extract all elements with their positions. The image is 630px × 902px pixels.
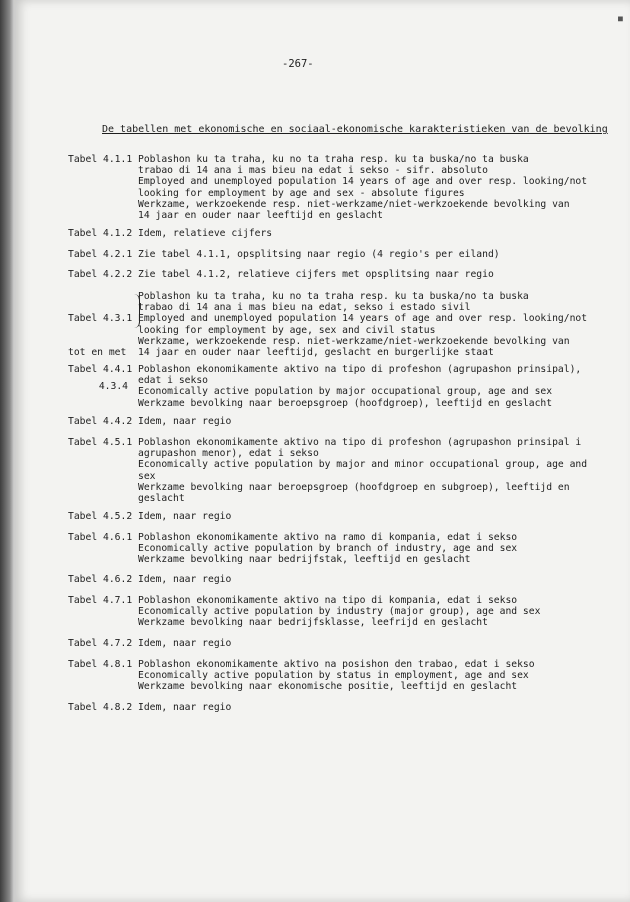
table-code: Tabel 4.2.1 bbox=[68, 249, 133, 260]
corner-mark-icon: ■ bbox=[618, 14, 623, 23]
table-entry bbox=[68, 269, 618, 280]
description-line: Zie tabel 4.1.1, opsplitsing naar regio (4 regio's per eiland) bbox=[138, 249, 500, 260]
description-line: Economically active population by industry (major group), age and sex bbox=[138, 606, 541, 618]
description-line: looking for employment by age and sex - absolute figures bbox=[138, 187, 465, 199]
table-code: Tabel 4.5.1 bbox=[68, 437, 133, 448]
description-line: edat i sekso bbox=[138, 375, 208, 387]
table-code: Tabel 4.2.2 bbox=[68, 269, 133, 280]
description-line: Employed and unemployed population 14 years of age and over resp. looking/not bbox=[138, 313, 588, 325]
table-entry bbox=[68, 638, 618, 649]
table-entry bbox=[68, 437, 618, 504]
table-code: Tabel 4.4.1 bbox=[68, 364, 133, 375]
table-description bbox=[138, 364, 618, 409]
description-line: 14 jaar en ouder naar leeftijd, geslacht en burgerlijke staat bbox=[138, 347, 494, 359]
table-description bbox=[138, 659, 618, 693]
table-entry bbox=[68, 595, 618, 629]
description-line: Economically active population by status in employment, age and sex bbox=[138, 670, 529, 682]
table-description bbox=[138, 437, 618, 504]
table-description bbox=[138, 291, 618, 358]
table-code: Tabel 4.7.1 bbox=[68, 595, 133, 606]
description-line: Idem, naar regio bbox=[138, 416, 232, 427]
description-line: Werkzame bevolking naar ekonomische positie, leeftijd en geslacht bbox=[138, 681, 518, 693]
description-line: Idem, naar regio bbox=[138, 511, 232, 522]
brace-icon bbox=[133, 294, 140, 328]
description-line: Poblashon ekonomikamente aktivo na posishon den trabao, edat i sekso bbox=[138, 659, 535, 670]
description-line: trabao di 14 ana i mas bieu na edat, sekso i estado sivil bbox=[138, 302, 471, 314]
description-line: sex bbox=[138, 470, 156, 482]
description-line: Idem, relatieve cijfers bbox=[138, 228, 273, 239]
description-line: Werkzame bevolking naar bedrijfsklasse, leefrijd en geslacht bbox=[138, 617, 488, 629]
description-line: Employed and unemployed population 14 years of age and over resp. looking/not bbox=[138, 176, 588, 188]
document-page bbox=[14, 0, 630, 902]
book-binding-edge bbox=[0, 0, 14, 902]
table-entry bbox=[68, 511, 618, 522]
description-line: Idem, naar regio bbox=[138, 638, 232, 649]
description-line: Zie tabel 4.1.2, relatieve cijfers met opsplitsing naar regio bbox=[138, 269, 494, 280]
description-line: agrupashon menor), edat i sekso bbox=[138, 448, 319, 460]
description-line: looking for employment by age, sex and civil status bbox=[138, 324, 436, 336]
table-description bbox=[138, 574, 618, 585]
description-line: geslacht bbox=[138, 493, 185, 505]
table-entry bbox=[68, 364, 618, 409]
description-line: Poblashon ekonomikamente aktivo na tipo di profeshon (agrupashon prinsipal i bbox=[138, 437, 582, 448]
table-description bbox=[138, 154, 618, 221]
table-code: Tabel 4.1.2 bbox=[68, 228, 133, 239]
table-code: Tabel 4.7.2 bbox=[68, 638, 133, 649]
table-code: Tabel 4.1.1 bbox=[68, 154, 133, 165]
table-entry bbox=[68, 228, 618, 239]
table-description bbox=[138, 595, 618, 629]
table-code-connector: tot en met bbox=[68, 347, 127, 359]
description-line: Werkzame, werkzoekende resp. niet-werkzame/niet-werkzoekende bevolking van bbox=[138, 335, 570, 347]
description-line: Poblashon ku ta traha, ku no ta traha resp. ku ta buska/no ta buska bbox=[138, 291, 529, 302]
description-line: Werkzame, werkzoekende resp. niet-werkzame/niet-werkzoekende bevolking van bbox=[138, 198, 570, 210]
description-line: Idem, naar regio bbox=[138, 574, 232, 585]
description-line: Poblashon ekonomikamente aktivo na tipo di profeshon (agrupashon prinsipal), bbox=[138, 364, 582, 375]
description-line: Economically active population by branch of industry, age and sex bbox=[138, 543, 518, 555]
table-code: Tabel 4.4.2 bbox=[68, 416, 133, 427]
table-description bbox=[138, 702, 618, 713]
table-description bbox=[138, 228, 618, 239]
description-line: Poblashon ekonomikamente aktivo na ramo di kompania, edat i sekso bbox=[138, 532, 518, 543]
table-description bbox=[138, 511, 618, 522]
description-line: Poblashon ku ta traha, ku no ta traha resp. ku ta buska/no ta buska bbox=[138, 154, 529, 165]
table-code: Tabel 4.6.1 bbox=[68, 532, 133, 543]
table-description bbox=[138, 416, 618, 427]
table-entry bbox=[68, 574, 618, 585]
table-entry bbox=[68, 532, 618, 566]
description-line: 14 jaar en ouder naar leeftijd en geslacht bbox=[138, 210, 383, 222]
table-entry bbox=[68, 249, 618, 260]
page-number: -267- bbox=[282, 58, 314, 70]
table-description bbox=[138, 249, 618, 260]
table-code: Tabel 4.5.2 bbox=[68, 511, 133, 522]
table-description bbox=[138, 269, 618, 280]
table-description bbox=[138, 638, 618, 649]
table-entry bbox=[68, 659, 618, 693]
table-description bbox=[138, 532, 618, 566]
table-code: Tabel 4.6.2 bbox=[68, 574, 133, 585]
section-heading: De tabellen met ekonomische en sociaal-ekonomische karakteristieken van de bevolking bbox=[102, 124, 608, 135]
description-line: Werkzame bevolking naar beroepsgroep (hoofdgroep), leeftijd en geslacht bbox=[138, 397, 553, 409]
description-line: Idem, naar regio bbox=[138, 702, 232, 713]
description-line: Poblashon ekonomikamente aktivo na tipo di kompania, edat i sekso bbox=[138, 595, 518, 606]
table-entry bbox=[68, 702, 618, 713]
table-code: Tabel 4.8.1 bbox=[68, 659, 133, 670]
table-code: Tabel 4.3.1 bbox=[68, 313, 133, 325]
description-line: trabao di 14 ana i mas bieu na edat i sekso - sifr. absoluto bbox=[138, 165, 488, 177]
description-line: Werkzame bevolking naar bedrijfstak, leeftijd en geslacht bbox=[138, 554, 471, 566]
table-code-end: 4.3.4 bbox=[98, 380, 128, 392]
table-entry bbox=[68, 154, 618, 221]
description-line: Economically active population by major occupational group, age and sex bbox=[138, 386, 553, 398]
description-line: Werkzame bevolking naar beroepsgroep (hoofdgroep en subgroep), leeftijd en bbox=[138, 481, 570, 493]
table-code: Tabel 4.8.2 bbox=[68, 702, 133, 713]
table-entry bbox=[68, 416, 618, 427]
description-line: Economically active population by major and minor occupational group, age and bbox=[138, 459, 588, 471]
